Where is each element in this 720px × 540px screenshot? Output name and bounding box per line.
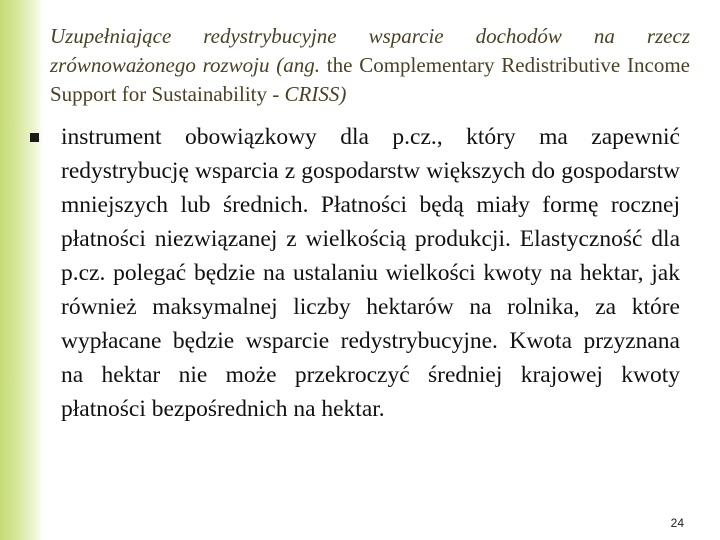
bullet-item bbox=[30, 120, 680, 426]
bullet-list bbox=[30, 120, 680, 426]
slide-title-italic-part: Uzupełniające redystrybucyjne wsparcie dochodów na rzecz zrównoważonego rozwoju (ang. bbox=[50, 24, 690, 77]
page-number: 24 bbox=[670, 516, 684, 530]
slide-title-acronym: CRISS) bbox=[284, 82, 347, 106]
slide-title-regular-part: the Complementary Redistributive Income Support for Sustainability - bbox=[50, 53, 690, 106]
square-bullet-icon bbox=[30, 133, 39, 142]
bullet-text: instrument obowiązkowy dla p.cz., który ma zapewnić redystrybucję wsparcia z gospodarstw większych do gospodarstw mniejszych lub średnich. Płatności będą miały formę rocznej płatności niezwiązanej z wielkością produkcji. Elastyczność dla p.cz. polegać będzie na ustalaniu wielkości kwoty na hektar, jak również maksymalnej liczby hektarów na rolnika, za które wypłacane będzie wsparcie redystrybucyjne. Kwota przyznana na hektar nie może przekroczyć średniej krajowej kwoty płatności bezpośrednich na hektar. bbox=[61, 124, 680, 422]
slide-title bbox=[50, 22, 690, 109]
